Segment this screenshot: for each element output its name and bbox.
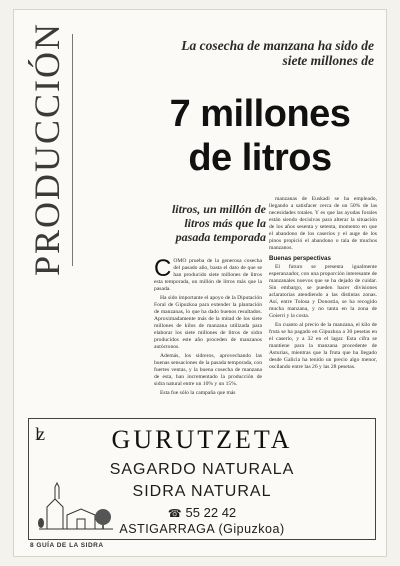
ad-address: ASTIGARRAGA (Gipuzkoa): [119, 522, 285, 536]
ad-line-spanish: SIDRA NATURAL: [132, 483, 272, 500]
paragraph: Esta fue sólo la campaña que más: [160, 390, 236, 396]
paragraph: COMO prueba de la generosa cosecha del pasado año, basta el dato de que se han producido siete millones de litros esta temporada, un millón de litros más que la pasada.: [154, 255, 262, 292]
newspaper-page: [14, 10, 386, 556]
ad-title: GURUTZETA: [111, 425, 293, 454]
section-subhead: Buenas perspectivas: [269, 255, 331, 262]
cider-house-illustration: [37, 479, 115, 531]
headline-line-1: 7 millones: [169, 93, 351, 135]
ad-phone: 55 22 42: [185, 505, 237, 520]
paragraph: Ha sido importante el apoyo de la Diputación Foral de Gipuzkoa para extender la plantación de manzanas, lo que ha dado buenos resultados. Aproximadamente más de la mitad de los siete millones de kilos de manzana utilizada para elaborar los siete millones de litros de sidra producidos este año proceden de manzanos autóctonos.: [154, 295, 262, 350]
headline-line-2: de litros: [188, 137, 332, 179]
drop-cap: C: [154, 255, 172, 282]
section-label: PRODUCCIÓN: [27, 21, 68, 277]
telephone-icon: ☎: [167, 508, 182, 520]
article-column-right: [269, 196, 377, 373]
paragraph: En cuanto al precio de la manzana, el kilo de fruta se ha pagado en Gipuzkoa a 30 pesetas en el caserío, y a 32 en el lagar. Esta cifra se mantiene para la manzana procedente de Asturias, mientras que la fruta que ha llegado desde Galicia ha tenido un precio algo menor, oscilando entre las 26 y las 28 pesetas.: [269, 322, 377, 370]
paragraph: manzanas de Euskadi se ha empleado, llegando a satisfacer cerca de un 50% de las necesidades totales. Y es que las ayudas forales están siendo decisivas para alterar la situación de los años sesenta y setenta, momento en que el abandono de los caseríos y el auge de los pinos propició el abandono o tala de muchos manzanos.: [269, 196, 377, 251]
ad-line-basque: SAGARDO NATURALA: [109, 461, 295, 478]
vertical-rule: [72, 34, 73, 266]
headline: [142, 92, 378, 180]
paragraph: Además, los sidreros, aprovechando las buenas sensaciones de la pasada temporada, con fuertes ventas, y la buena cosecha de manzana de esta, han incrementado la producción de sidra natural entre un 10% y un 15%.: [154, 353, 262, 387]
article-column-left: [154, 255, 262, 399]
paragraph: El futuro se presenta igualmente esperanzador, con una proporción interesante de manzanales nuevos que se ha dejado de cuidar. Sin embargo, se pueden hacer divisiones aclaratorias atendiendo a las distintas zonas. Así, entre Tolosa y Donostia, se ha recogido mucha manzana, y no tanta en la zona de Goierri y la costa.: [269, 264, 377, 319]
advertisement: [28, 418, 376, 540]
page-footer: 8 GUÍA DE LA SIDRA: [30, 542, 104, 549]
brand-mark-icon: ʫ: [35, 424, 46, 444]
intro-text: La cosecha de manzana ha sido de siete millones de: [181, 38, 374, 68]
subheadline: litros, un millón de litros más que la pasada temporada: [171, 202, 266, 244]
